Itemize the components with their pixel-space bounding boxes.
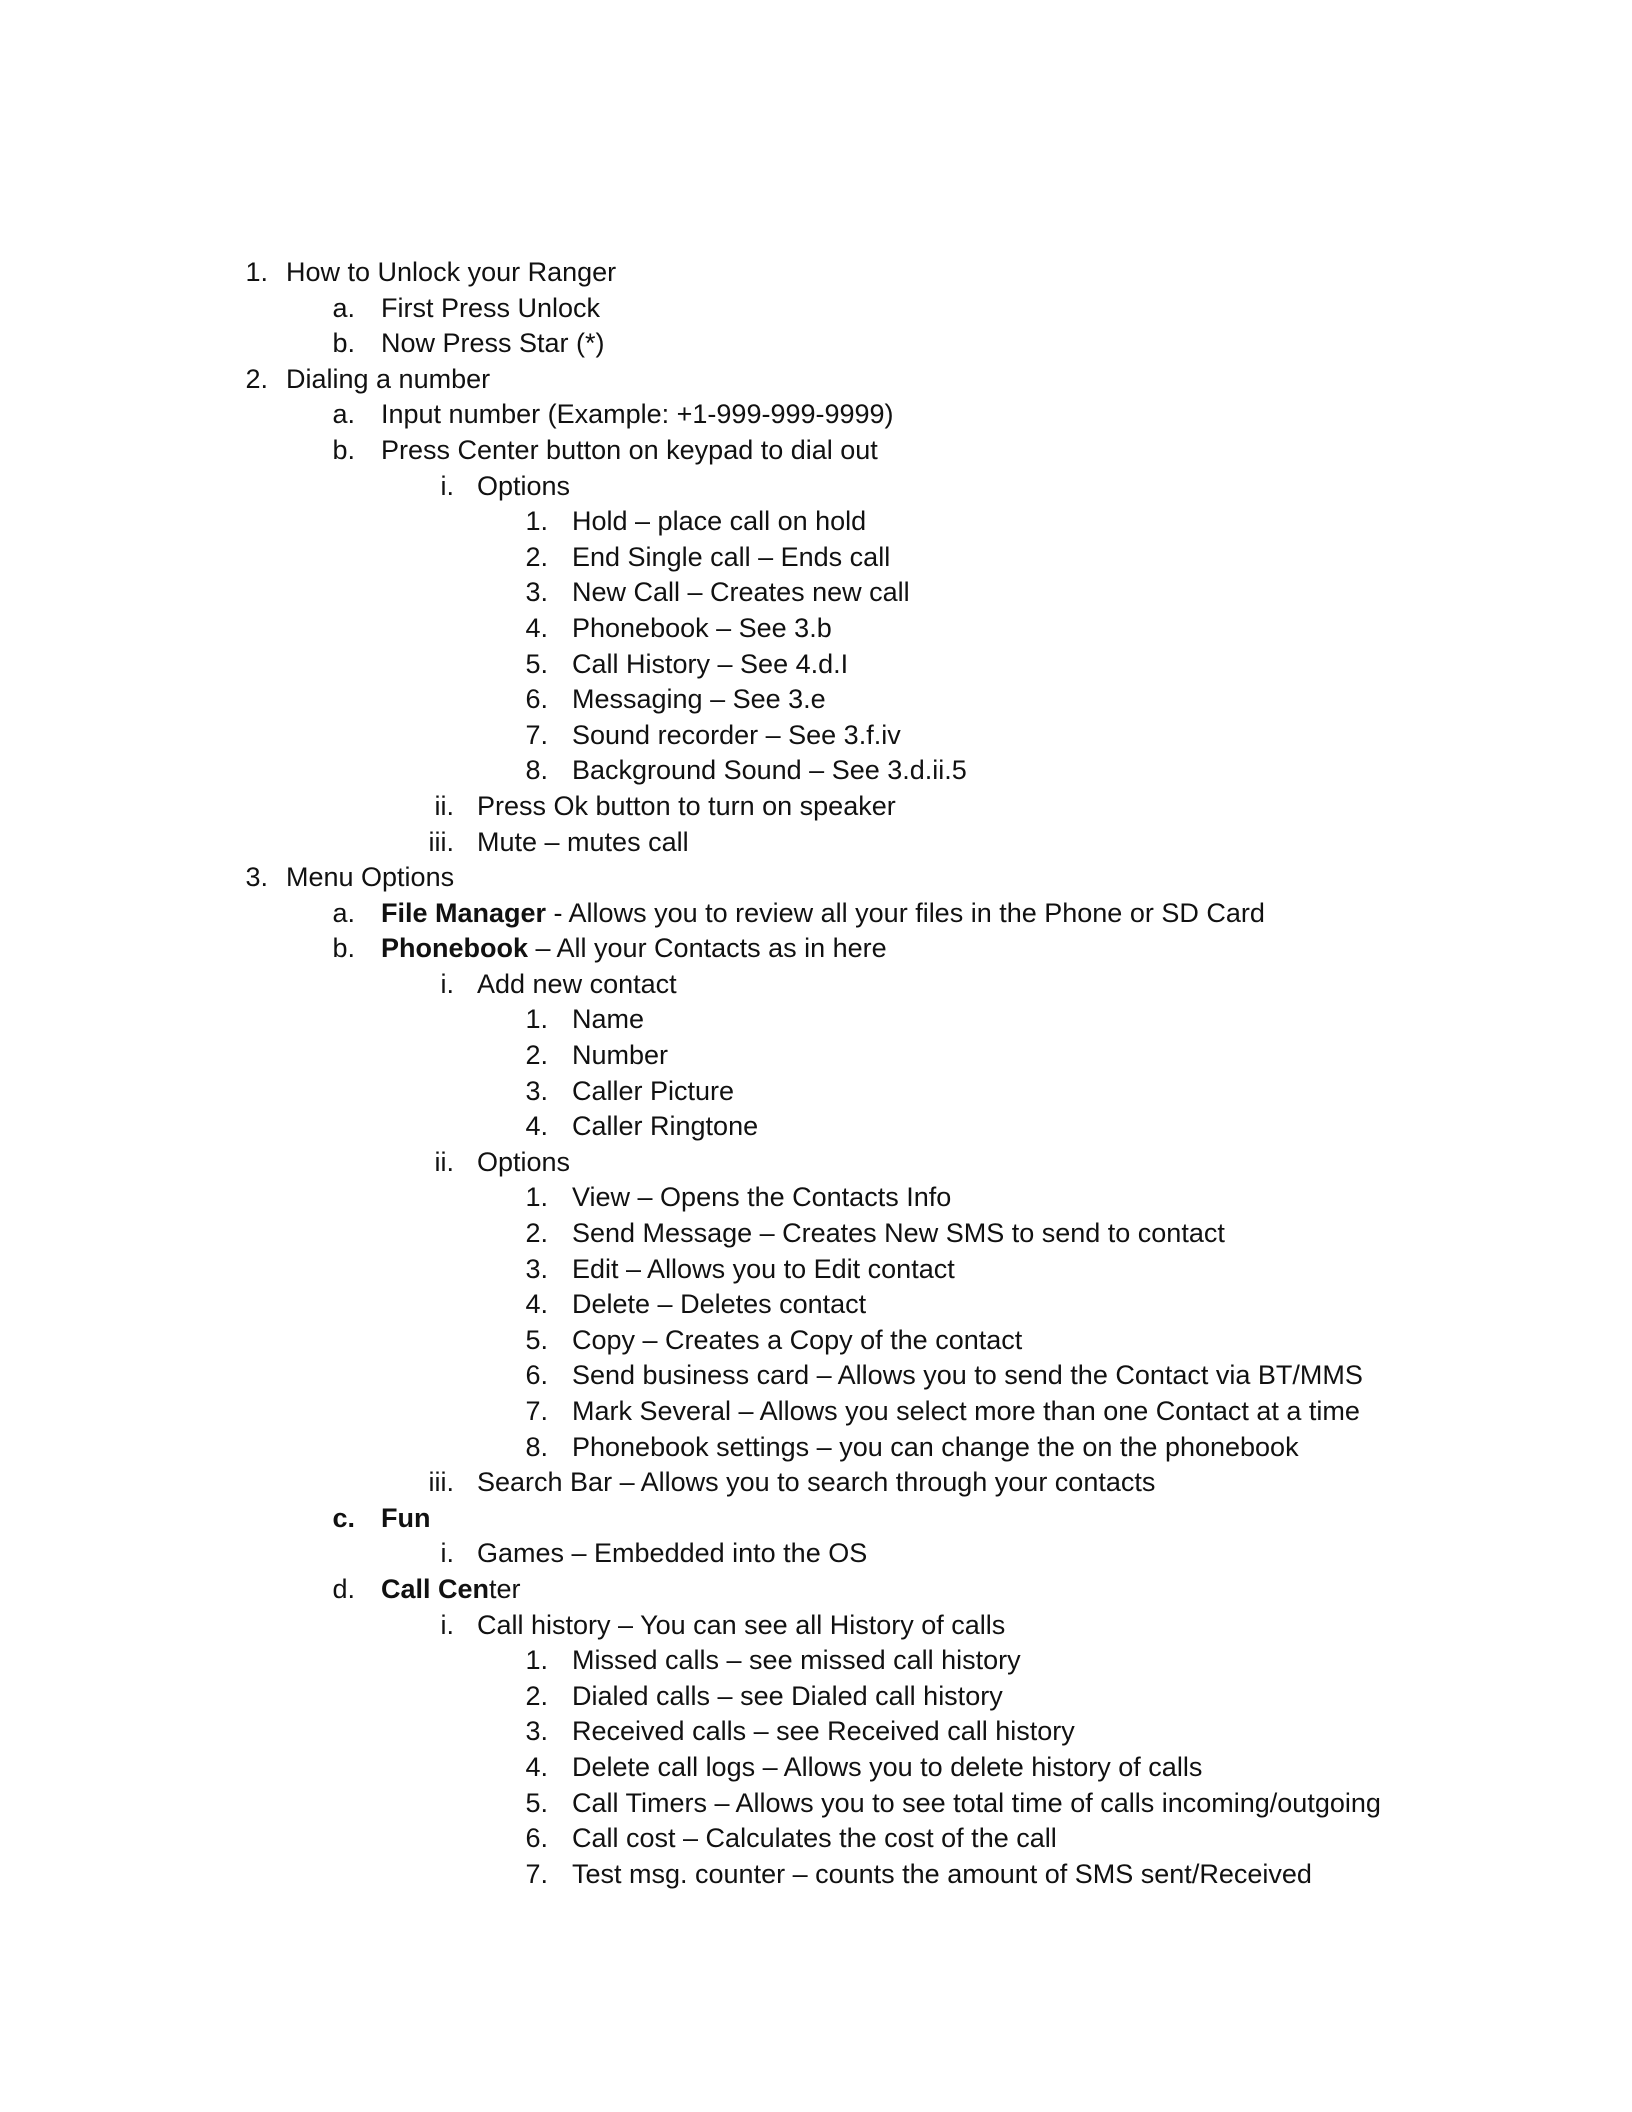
item-text bbox=[381, 931, 887, 967]
outline-item bbox=[0, 433, 1632, 469]
list-marker: iii. bbox=[428, 826, 454, 857]
bold-term: Phonebook bbox=[381, 933, 528, 964]
list-marker: a. bbox=[332, 897, 355, 928]
item-text: Call cost – Calculates the cost of the call bbox=[572, 1823, 1057, 1854]
outline-item bbox=[0, 326, 1632, 362]
list-marker: 1. bbox=[245, 257, 268, 287]
outline-item bbox=[0, 362, 1632, 398]
item-text: Edit – Allows you to Edit contact bbox=[572, 1253, 955, 1284]
list-marker: 7. bbox=[525, 1396, 548, 1426]
item-text: Mute – mutes call bbox=[477, 826, 689, 857]
item-text: Mark Several – Allows you select more than one Contact at a time bbox=[572, 1396, 1360, 1426]
list-marker: 3. bbox=[525, 1716, 548, 1747]
bold-term: File Manager bbox=[381, 897, 547, 928]
outline-item bbox=[0, 255, 1632, 291]
list-marker: i. bbox=[440, 968, 454, 999]
outline-item bbox=[0, 1501, 1632, 1537]
list-marker: 2. bbox=[525, 1680, 548, 1711]
list-marker: 5. bbox=[525, 648, 548, 679]
outline-item bbox=[0, 718, 1632, 754]
list-marker: i. bbox=[440, 1609, 454, 1640]
list-marker: 7. bbox=[525, 719, 548, 750]
outline-item bbox=[0, 540, 1632, 576]
list-marker: a. bbox=[332, 292, 355, 323]
list-marker: i. bbox=[440, 470, 454, 501]
list-marker: 4. bbox=[525, 1751, 548, 1782]
outline-item bbox=[0, 1430, 1632, 1466]
list-marker: 6. bbox=[525, 684, 548, 715]
item-text bbox=[381, 1501, 430, 1537]
list-marker: 3. bbox=[245, 862, 268, 893]
item-text: View – Opens the Contacts Info bbox=[572, 1182, 952, 1213]
item-text: Options bbox=[477, 470, 571, 501]
outline-item bbox=[0, 1465, 1632, 1501]
list-marker: 6. bbox=[525, 1823, 548, 1854]
outline-item bbox=[0, 1608, 1632, 1644]
item-text: Missed calls – see missed call history bbox=[572, 1645, 1021, 1676]
item-text: Press Center button on keypad to dial out bbox=[381, 434, 878, 465]
item-text: Input number (Example: +1-999-999-9999) bbox=[381, 399, 894, 430]
item-text: Call History – See 4.d.I bbox=[572, 648, 849, 679]
item-description: – All your Contacts as in here bbox=[528, 933, 887, 964]
outline-item bbox=[0, 469, 1632, 505]
item-text: Hold – place call on hold bbox=[572, 506, 867, 537]
outline-item bbox=[0, 504, 1632, 540]
outline-item bbox=[0, 1358, 1632, 1394]
outline-item bbox=[0, 397, 1632, 433]
instruction-outline bbox=[0, 255, 1632, 1892]
list-marker: 1. bbox=[525, 1182, 548, 1213]
list-marker: 7. bbox=[525, 1858, 548, 1889]
outline-item bbox=[0, 1180, 1632, 1216]
item-text: Call history – You can see all History of calls bbox=[477, 1609, 1006, 1640]
item-text: End Single call – Ends call bbox=[572, 541, 891, 572]
list-marker: 2. bbox=[245, 363, 268, 394]
outline-item bbox=[0, 967, 1632, 1003]
item-text: Dialing a number bbox=[286, 363, 491, 394]
item-text: Messaging – See 3.e bbox=[572, 684, 826, 715]
outline-item bbox=[0, 611, 1632, 647]
item-text: Sound recorder – See 3.f.iv bbox=[572, 719, 901, 750]
bold-term: Fun bbox=[381, 1502, 431, 1533]
outline-item bbox=[0, 1287, 1632, 1323]
list-marker: 1. bbox=[525, 506, 548, 537]
list-marker: b. bbox=[332, 933, 355, 964]
list-marker: 1. bbox=[525, 1004, 548, 1035]
list-marker: 8. bbox=[525, 755, 548, 786]
item-description: - Allows you to review all your files in the Phone or SD Card bbox=[546, 897, 1265, 928]
list-marker: a. bbox=[332, 399, 355, 430]
item-text: Send business card – Allows you to send the Contact via BT/MMS bbox=[572, 1360, 1363, 1391]
list-marker: 8. bbox=[525, 1431, 548, 1462]
outline-item bbox=[0, 1536, 1632, 1572]
item-text: First Press Unlock bbox=[381, 292, 601, 323]
outline-item bbox=[0, 1002, 1632, 1038]
list-marker: 4. bbox=[525, 612, 548, 643]
item-text bbox=[381, 1572, 521, 1608]
item-description: ter bbox=[489, 1573, 521, 1604]
list-marker: b. bbox=[332, 434, 355, 465]
list-marker: ii. bbox=[434, 790, 454, 821]
outline-item bbox=[0, 825, 1632, 861]
list-marker: 2. bbox=[525, 541, 548, 572]
outline-item bbox=[0, 1323, 1632, 1359]
outline-item bbox=[0, 1572, 1632, 1608]
item-text: Add new contact bbox=[477, 968, 677, 999]
list-marker: 6. bbox=[525, 1360, 548, 1391]
list-marker: 5. bbox=[525, 1324, 548, 1355]
outline-item bbox=[0, 1857, 1632, 1893]
item-text: Phonebook settings – you can change the on the phonebook bbox=[572, 1431, 1299, 1462]
outline-item bbox=[0, 860, 1632, 896]
item-text: Press Ok button to turn on speaker bbox=[477, 790, 896, 821]
list-marker: 3. bbox=[525, 1075, 548, 1106]
list-marker: 4. bbox=[525, 1111, 548, 1142]
item-text: Caller Picture bbox=[572, 1075, 735, 1106]
item-text: Background Sound – See 3.d.ii.5 bbox=[572, 755, 967, 786]
list-marker: 3. bbox=[525, 577, 548, 608]
list-marker: 3. bbox=[525, 1253, 548, 1284]
outline-item bbox=[0, 575, 1632, 611]
outline-item bbox=[0, 1394, 1632, 1430]
item-text: How to Unlock your Ranger bbox=[286, 257, 617, 287]
item-text: New Call – Creates new call bbox=[572, 577, 910, 608]
list-marker: 5. bbox=[525, 1787, 548, 1818]
outline-item bbox=[0, 1252, 1632, 1288]
list-marker: i. bbox=[440, 1538, 454, 1569]
list-marker: 4. bbox=[525, 1289, 548, 1320]
outline-item bbox=[0, 1714, 1632, 1750]
item-text: Now Press Star (*) bbox=[381, 328, 605, 359]
item-text: Delete call logs – Allows you to delete history of calls bbox=[572, 1751, 1203, 1782]
item-text: Send Message – Creates New SMS to send to contact bbox=[572, 1218, 1225, 1249]
outline-item bbox=[0, 1821, 1632, 1857]
outline-item bbox=[0, 931, 1632, 967]
outline-item bbox=[0, 753, 1632, 789]
list-marker: d. bbox=[332, 1573, 355, 1604]
item-text: Number bbox=[572, 1040, 669, 1071]
outline-item bbox=[0, 291, 1632, 327]
list-marker: b. bbox=[332, 328, 355, 359]
item-text: Name bbox=[572, 1004, 645, 1035]
outline-item bbox=[0, 896, 1632, 932]
item-text: Dialed calls – see Dialed call history bbox=[572, 1680, 1003, 1711]
item-text: Search Bar – Allows you to search through your contacts bbox=[477, 1467, 1156, 1498]
outline-item bbox=[0, 1109, 1632, 1145]
outline-item bbox=[0, 1216, 1632, 1252]
item-text: Phonebook – See 3.b bbox=[572, 612, 832, 643]
list-marker: c. bbox=[332, 1502, 355, 1533]
item-text: Menu Options bbox=[286, 862, 455, 893]
list-marker: ii. bbox=[434, 1146, 454, 1177]
item-text: Delete – Deletes contact bbox=[572, 1289, 867, 1320]
item-text: Received calls – see Received call history bbox=[572, 1716, 1075, 1747]
outline-item bbox=[0, 1643, 1632, 1679]
item-text bbox=[381, 896, 1265, 932]
bold-term: Call Cen bbox=[381, 1573, 490, 1604]
item-text: Options bbox=[477, 1146, 571, 1177]
item-text: Caller Ringtone bbox=[572, 1111, 759, 1142]
item-text: Call Timers – Allows you to see total time of calls incoming/outgoing bbox=[572, 1787, 1381, 1818]
outline-item bbox=[0, 1074, 1632, 1110]
list-marker: 1. bbox=[525, 1645, 548, 1676]
outline-item bbox=[0, 682, 1632, 718]
list-marker: 2. bbox=[525, 1218, 548, 1249]
outline-item bbox=[0, 1038, 1632, 1074]
outline-item bbox=[0, 789, 1632, 825]
list-marker: iii. bbox=[428, 1467, 454, 1498]
outline-item bbox=[0, 1750, 1632, 1786]
outline-item bbox=[0, 1679, 1632, 1715]
outline-item bbox=[0, 1145, 1632, 1181]
outline-item bbox=[0, 647, 1632, 683]
list-marker: 2. bbox=[525, 1040, 548, 1071]
item-text: Games – Embedded into the OS bbox=[477, 1538, 868, 1569]
outline-item bbox=[0, 1786, 1632, 1822]
item-text: Copy – Creates a Copy of the contact bbox=[572, 1324, 1023, 1355]
item-text: Test msg. counter – counts the amount of SMS sent/Received bbox=[572, 1858, 1312, 1889]
